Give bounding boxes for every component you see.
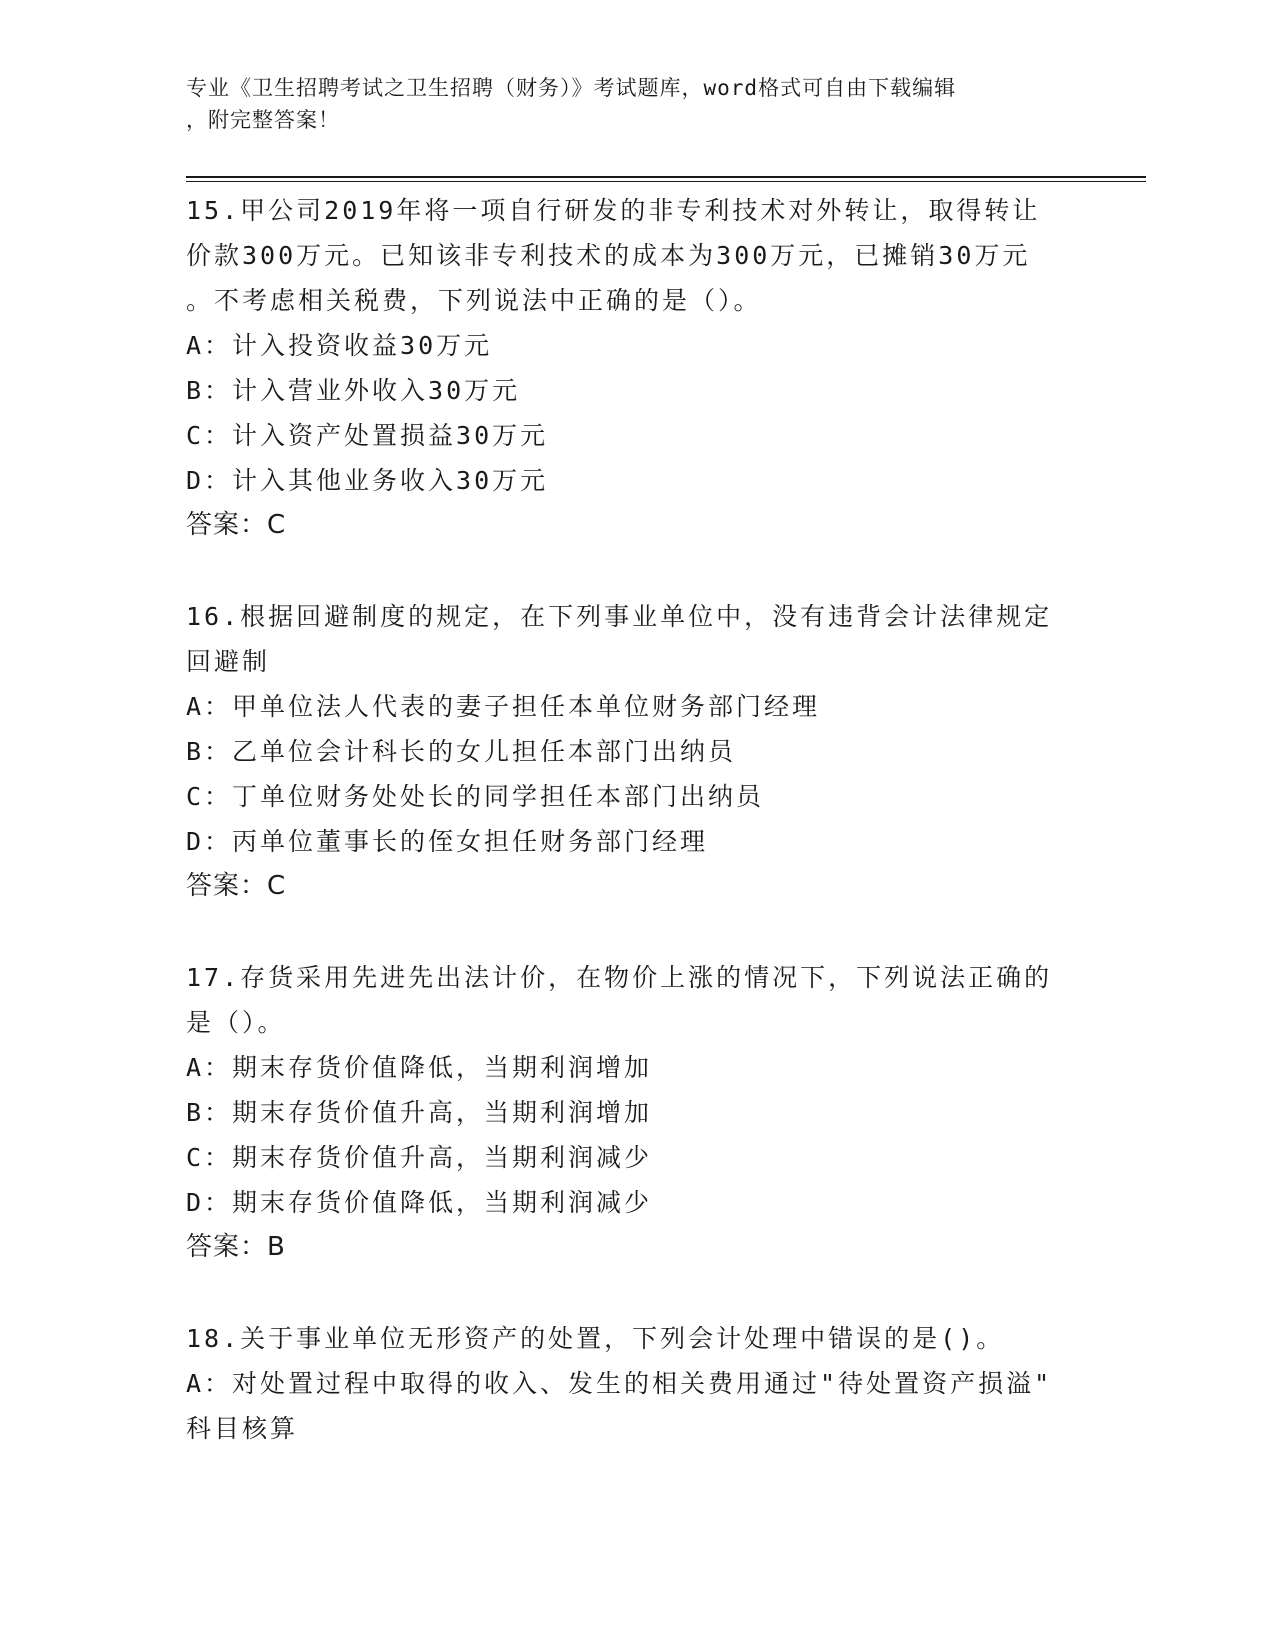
question-list [186,188,1086,1451]
question-stem-line: 17.存货采用先进先出法计价，在物价上涨的情况下，下列说法正确的 [186,963,1053,992]
question-stem-line: 15.甲公司2019年将一项自行研发的非专利技术对外转让，取得转让 [186,196,1041,225]
option-a: A：计入投资收益30万元 [186,331,493,360]
option-c: C：计入资产处置损益30万元 [186,421,549,450]
option-d: D：计入其他业务收入30万元 [186,466,549,495]
spacer [186,909,1086,955]
header-divider-thin [186,181,1146,182]
option-a: A：甲单位法人代表的妻子担任本单位财务部门经理 [186,692,821,721]
question-17 [186,955,1086,1270]
document-header [186,72,1066,136]
question-stem-line: 回避制 [186,647,271,676]
option-b: B：乙单位会计科长的女儿担任本部门出纳员 [186,737,737,766]
spacer [186,1270,1086,1316]
header-divider-thick [186,176,1146,178]
header-line-1: 专业《卫生招聘考试之卫生招聘（财务）》考试题库，word格式可自由下载编辑 [186,76,957,100]
option-d: D：丙单位董事长的侄女担任财务部门经理 [186,827,709,856]
option-a: A：期末存货价值降低，当期利润增加 [186,1053,653,1082]
option-d: D：期末存货价值降低，当期利润减少 [186,1188,653,1217]
option-a: A：对处置过程中取得的收入、发生的相关费用通过"待处置资产损溢" [186,1369,1053,1398]
option-b: B：计入营业外收入30万元 [186,376,521,405]
question-stem-line: 16.根据回避制度的规定，在下列事业单位中，没有违背会计法律规定 [186,602,1053,631]
question-18 [186,1316,1086,1451]
option-c: C：丁单位财务处处长的同学担任本部门出纳员 [186,782,765,811]
option-b: B：期末存货价值升高，当期利润增加 [186,1098,653,1127]
answer: 答案：C [186,871,287,901]
option-a-continued: 科目核算 [186,1414,299,1443]
answer: 答案：B [186,1232,286,1262]
question-stem-line: 。不考虑相关税费，下列说法中正确的是（）。 [186,286,762,315]
header-line-2: ，附完整答案！ [186,108,340,132]
spacer [186,548,1086,594]
question-15 [186,188,1086,548]
question-stem-line: 价款300万元。已知该非专利技术的成本为300万元，已摊销30万元 [186,241,1031,270]
question-stem-line: 18.关于事业单位无形资产的处置，下列会计处理中错误的是()。 [186,1324,1005,1353]
question-16 [186,594,1086,909]
answer: 答案：C [186,510,287,540]
option-c: C：期末存货价值升高，当期利润减少 [186,1143,653,1172]
question-stem-line: 是（）。 [186,1008,286,1037]
